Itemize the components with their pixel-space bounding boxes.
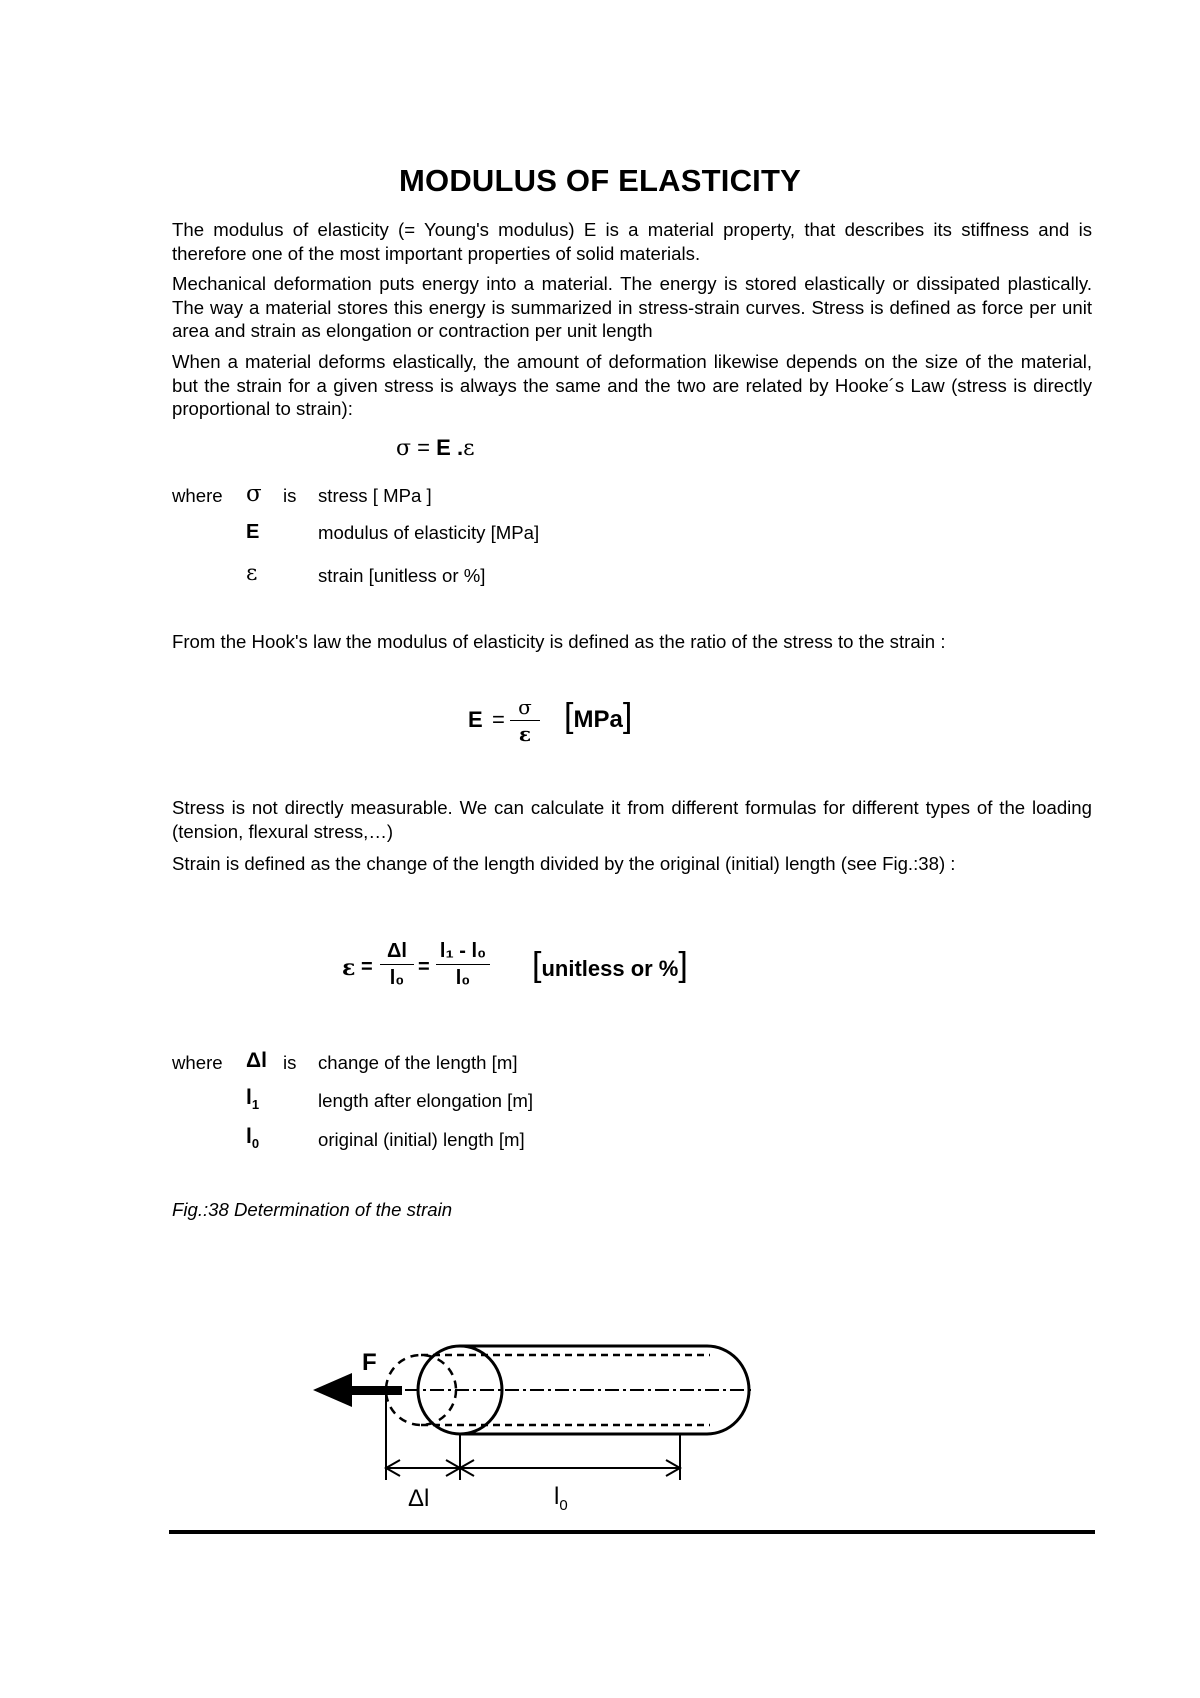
- eq-equals: =: [417, 435, 431, 460]
- symbol-E: E: [246, 521, 260, 543]
- eq-dot: .: [456, 435, 464, 460]
- force-arrow-shaft: [352, 1386, 402, 1395]
- strain-frac2: [436, 938, 490, 991]
- strain-num2: l₁ - l₀: [439, 940, 487, 962]
- symbol-l0: $l_0$: [246, 1125, 260, 1152]
- paragraph-hookes-law: When a material deforms elastically, the amount of deformation likewise depends on the size of the material, but the strain for a given stress is always the same and the two are related by Hooke´s Law (stress is directly proportional to strain):: [172, 351, 1092, 419]
- paragraph-hook-ratio: From the Hook's law the modulus of elasticity is defined as the ratio of the stress to the strain :: [172, 631, 946, 652]
- strain-eq1: =: [361, 956, 373, 978]
- mod-denominator: ε: [518, 722, 532, 746]
- strain-eps: ε: [342, 955, 356, 981]
- delta-l-label: Δl: [408, 1485, 430, 1512]
- def-change-length: change of the length [m]: [318, 1052, 518, 1073]
- force-arrow-icon: [313, 1373, 352, 1407]
- def-original-length: original (initial) length [m]: [318, 1129, 525, 1150]
- paragraph-strain-def: Strain is defined as the change of the length divided by the original (initial) length (see Fig.:38) :: [172, 853, 956, 874]
- bottom-rule: [169, 1530, 1095, 1534]
- symbol-epsilon: ε: [246, 561, 258, 586]
- symbol-sigma: σ: [246, 481, 262, 507]
- paragraph-deformation: Mechanical deformation puts energy into a material. The energy is stored elastically or dissipated plastically. The way a material stores this energy is summarized in stress-strain curves. Stress is defined as force per unit area and strain as elongation or contraction per unit length: [172, 273, 1092, 341]
- page-title: MODULUS OF ELASTICITY: [398, 163, 802, 198]
- eq-E: E: [436, 435, 451, 460]
- def-modulus: modulus of elasticity [MPa]: [318, 522, 540, 543]
- mod-numerator: σ: [518, 695, 532, 719]
- is-label: is: [283, 485, 297, 506]
- mod-unit: [MPa]: [564, 697, 633, 735]
- mod-equals: =: [492, 707, 505, 732]
- is-label: is: [283, 1052, 297, 1073]
- eq-epsilon: ε: [463, 436, 475, 461]
- strain-frac1: [380, 938, 414, 991]
- symbol-l1: $l_1$: [246, 1086, 260, 1113]
- paragraph-stress-measure: Stress is not directly measurable. We can calculate it from different formulas for different types of the loading (tension, flexural stress,…): [172, 797, 1092, 842]
- figure-caption: Fig.:38 Determination of the strain: [172, 1199, 453, 1220]
- eq-sigma: σ: [396, 436, 412, 461]
- force-label: F: [362, 1349, 377, 1376]
- def-strain: strain [unitless or %]: [318, 565, 486, 586]
- strain-figure: [300, 1330, 760, 1520]
- strain-den2: l₀: [455, 967, 471, 989]
- strain-eq2: =: [418, 956, 430, 978]
- where-label: where: [172, 1052, 223, 1073]
- paragraph-intro: The modulus of elasticity (= Young's modulus) E is a material property, that describes its stiffness and is therefore one of the most important properties of solid materials.: [172, 219, 1092, 264]
- mod-fraction: [510, 694, 540, 747]
- hooke-equation: [396, 435, 474, 461]
- l0-label: $l_0$: [554, 1483, 568, 1514]
- where-label: where: [172, 485, 223, 506]
- symbol-delta-l: Δl: [246, 1049, 267, 1072]
- strain-unit: [unitless or %]: [532, 946, 688, 984]
- strain-num1: Δl: [387, 940, 407, 962]
- def-length-after: length after elongation [m]: [318, 1090, 533, 1111]
- mod-E: E: [468, 707, 483, 732]
- strain-den1: l₀: [389, 967, 405, 989]
- def-stress: stress [ MPa ]: [318, 485, 432, 506]
